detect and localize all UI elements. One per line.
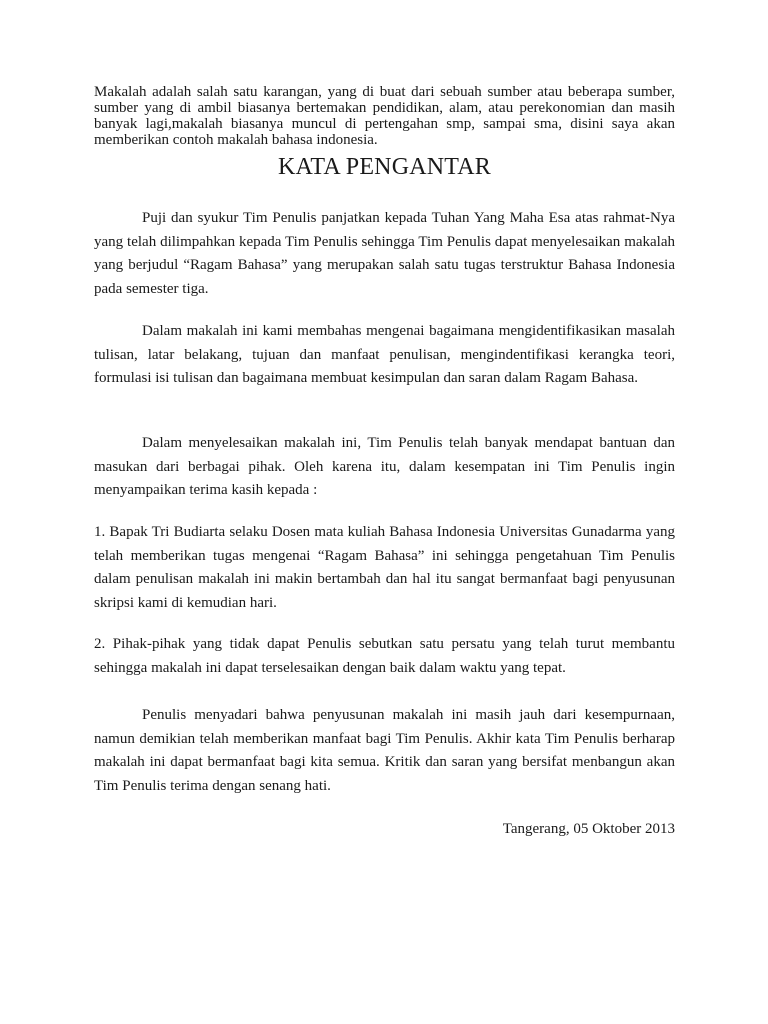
- intro-paragraph: Makalah adalah salah satu karangan, yang di buat dari sebuah sumber atau beberapa sumber, sumber yang di ambil biasanya bertemakan pendidikan, alam, atau perekonomian dan masih banyak lagi,makalah biasanya muncul di pertengahan smp, sampai sma, disini saya akan memberikan contoh makalah bahasa indonesia.: [94, 84, 675, 148]
- list-item-1: 1. Bapak Tri Budiarta selaku Dosen mata kuliah Bahasa Indonesia Universitas Gunadarma yang telah memberikan tugas mengenai “Ragam Bahasa” ini sehingga pengetahuan Tim Penulis dalam penulisan makalah ini makin bertambah dan hal itu sangat bermanfaat bagi penyusunan skripsi kami di kemudian hari.: [94, 524, 675, 611]
- paragraph-closing: Penulis menyadari bahwa penyusunan makalah ini masih jauh dari kesempurnaan, namun demikian telah memberikan manfaat bagi Tim Penulis. Akhir kata Tim Penulis berharap makalah ini dapat bermanfaat bagi kita semua. Kritik dan saran yang bersifat menbangun akan Tim Penulis terima dengan senang hati.: [94, 707, 675, 794]
- paragraph-acknowledgement: Dalam menyelesaikan makalah ini, Tim Penulis telah banyak mendapat bantuan dan masukan dari berbagai pihak. Oleh karena itu, dalam kesempatan ini Tim Penulis ingin menyampaikan terima kasih kepada :: [94, 435, 675, 498]
- page-title: KATA PENGANTAR: [278, 154, 491, 180]
- paragraph-content: Dalam makalah ini kami membahas mengenai bagaimana mengidentifikasikan masalah tulisan, latar belakang, tujuan dan manfaat penulisan, mengindentifikasi kerangka teori, formulasi isi tulisan dan bagaimana membuat kesimpulan dan saran dalam Ragam Bahasa.: [94, 323, 675, 386]
- place-date: Tangerang, 05 Oktober 2013: [502, 821, 675, 837]
- list-item-2: 2. Pihak-pihak yang tidak dapat Penulis sebutkan satu persatu yang telah turut membantu sehingga makalah ini dapat terselesaikan dengan baik dalam waktu yang tepat.: [94, 636, 675, 676]
- paragraph-gratitude: Puji dan syukur Tim Penulis panjatkan kepada Tuhan Yang Maha Esa atas rahmat-Nya yang telah dilimpahkan kepada Tim Penulis sehingga Tim Penulis dapat menyelesaikan makalah yang berjudul “Ragam Bahasa” yang merupakan salah satu tugas terstruktur Bahasa Indonesia pada semester tiga.: [94, 210, 675, 297]
